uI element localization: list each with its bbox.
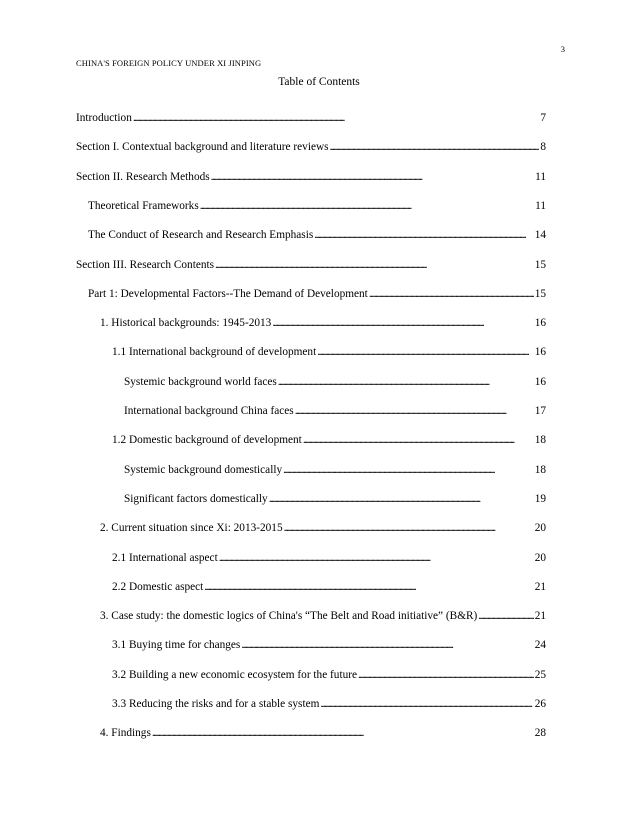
toc-entry-label: Part 1: Developmental Factors--The Demand of Development xyxy=(88,287,368,300)
toc-entry-page: 15 xyxy=(534,287,546,300)
toc-entry-page: 7 xyxy=(540,112,546,124)
dot-leader xyxy=(215,257,534,273)
toc-entry-label: Section III. Research Contents xyxy=(76,258,215,271)
toc-entry-label: 1.1 International background of development xyxy=(112,346,317,359)
toc-entry xyxy=(100,608,546,624)
toc-entry xyxy=(100,725,546,741)
toc-entry-label: 1.2 Domestic background of development xyxy=(112,434,302,447)
dot-leader xyxy=(200,198,534,214)
toc-entry xyxy=(76,169,546,185)
toc-entry-page: 24 xyxy=(534,639,546,652)
toc-entry-label: Significant factors domestically xyxy=(124,492,268,505)
dot-leader xyxy=(241,637,533,653)
page-number: 3 xyxy=(560,44,565,54)
toc-entry-page: 18 xyxy=(534,463,546,476)
toc-entry-page: 28 xyxy=(534,727,546,740)
dot-leader xyxy=(219,550,534,566)
toc-entry-label: Section II. Research Methods xyxy=(76,170,210,183)
toc-entry xyxy=(76,139,546,155)
dot-leader xyxy=(272,315,533,331)
toc-entry-page: 19 xyxy=(534,492,546,505)
dot-leader xyxy=(278,374,534,390)
dot-leader xyxy=(283,462,534,478)
toc-entry-label: The Conduct of Research and Research Emphasis xyxy=(88,229,314,242)
dot-leader xyxy=(211,169,534,185)
toc-entry-label: 2.1 International aspect xyxy=(112,551,218,564)
dot-leader xyxy=(295,403,534,419)
toc-entry-page: 8 xyxy=(540,141,546,154)
toc-entry-label: Theoretical Frameworks xyxy=(88,199,199,212)
dot-leader xyxy=(369,286,534,302)
toc-entry xyxy=(124,491,546,507)
toc-entry-page: 25 xyxy=(534,668,546,681)
toc-entry-page: 26 xyxy=(534,698,546,710)
toc-entry-label: International background China faces xyxy=(124,405,294,417)
dot-leader xyxy=(133,110,539,126)
dot-leader xyxy=(269,491,534,507)
dot-leader xyxy=(478,608,533,624)
toc-entry xyxy=(88,198,546,214)
dot-leader xyxy=(284,520,534,536)
toc-entry-page: 11 xyxy=(535,170,546,183)
toc-entry-label: 4. Findings xyxy=(100,727,151,740)
toc-entry-page: 21 xyxy=(534,610,546,623)
toc-entry xyxy=(88,227,546,243)
dot-leader xyxy=(330,139,540,155)
toc-entry xyxy=(112,637,546,653)
toc-entry-page: 16 xyxy=(534,317,546,330)
toc-entry-page: 17 xyxy=(534,405,546,417)
toc-entry xyxy=(100,315,546,331)
toc-entry xyxy=(88,286,546,302)
toc-entry-label: 3. Case study: the domestic logics of China's “The Belt and Road initiative” (B&R) xyxy=(100,610,478,623)
toc-entry xyxy=(76,110,546,126)
dot-leader xyxy=(358,667,534,683)
dot-leader xyxy=(320,696,533,712)
toc-title: Table of Contents xyxy=(278,76,360,88)
toc-entry xyxy=(124,462,546,478)
dot-leader xyxy=(314,227,533,243)
dot-leader xyxy=(303,432,534,448)
toc-entry xyxy=(112,696,546,712)
dot-leader xyxy=(204,579,533,595)
toc-entry xyxy=(112,550,546,566)
toc-entry-label: 2.2 Domestic aspect xyxy=(112,580,204,593)
toc-entry-label: Systemic background world faces xyxy=(124,375,277,388)
toc-entry xyxy=(76,257,546,273)
toc-entry-page: 20 xyxy=(534,522,546,535)
toc-entry-page: 14 xyxy=(534,229,546,242)
dot-leader xyxy=(152,725,534,741)
toc-entry-label: 3.1 Buying time for changes xyxy=(112,639,241,652)
toc-entry-label: Section I. Contextual background and literature reviews xyxy=(76,141,329,154)
toc-entry-label: Introduction xyxy=(76,112,132,124)
toc-entry-page: 16 xyxy=(534,346,546,359)
toc-entry xyxy=(112,667,546,683)
toc-entry-label: 2. Current situation since Xi: 2013-2015 xyxy=(100,522,283,535)
toc-entry-page: 16 xyxy=(534,375,546,388)
dot-leader xyxy=(317,344,533,360)
toc-entry-label: 1. Historical backgrounds: 1945-2013 xyxy=(100,317,272,330)
toc-entry xyxy=(112,344,546,360)
toc-entry-page: 18 xyxy=(534,434,546,447)
toc-entry xyxy=(112,579,546,595)
toc-entry-page: 15 xyxy=(534,258,546,271)
toc-entry-label: 3.2 Building a new economic ecosystem for the future xyxy=(112,668,358,681)
toc-entry-page: 11 xyxy=(535,199,546,212)
toc-entry xyxy=(100,520,546,536)
toc-entry-page: 20 xyxy=(534,551,546,564)
running-head: CHINA'S FOREIGN POLICY UNDER XI JINPING xyxy=(76,58,262,68)
toc-entry-label: 3.3 Reducing the risks and for a stable system xyxy=(112,698,320,710)
toc-entry-label: Systemic background domestically xyxy=(124,463,283,476)
toc-entry xyxy=(124,403,546,419)
toc-entry xyxy=(112,432,546,448)
toc-entry-page: 21 xyxy=(534,580,546,593)
toc-entry xyxy=(124,374,546,390)
